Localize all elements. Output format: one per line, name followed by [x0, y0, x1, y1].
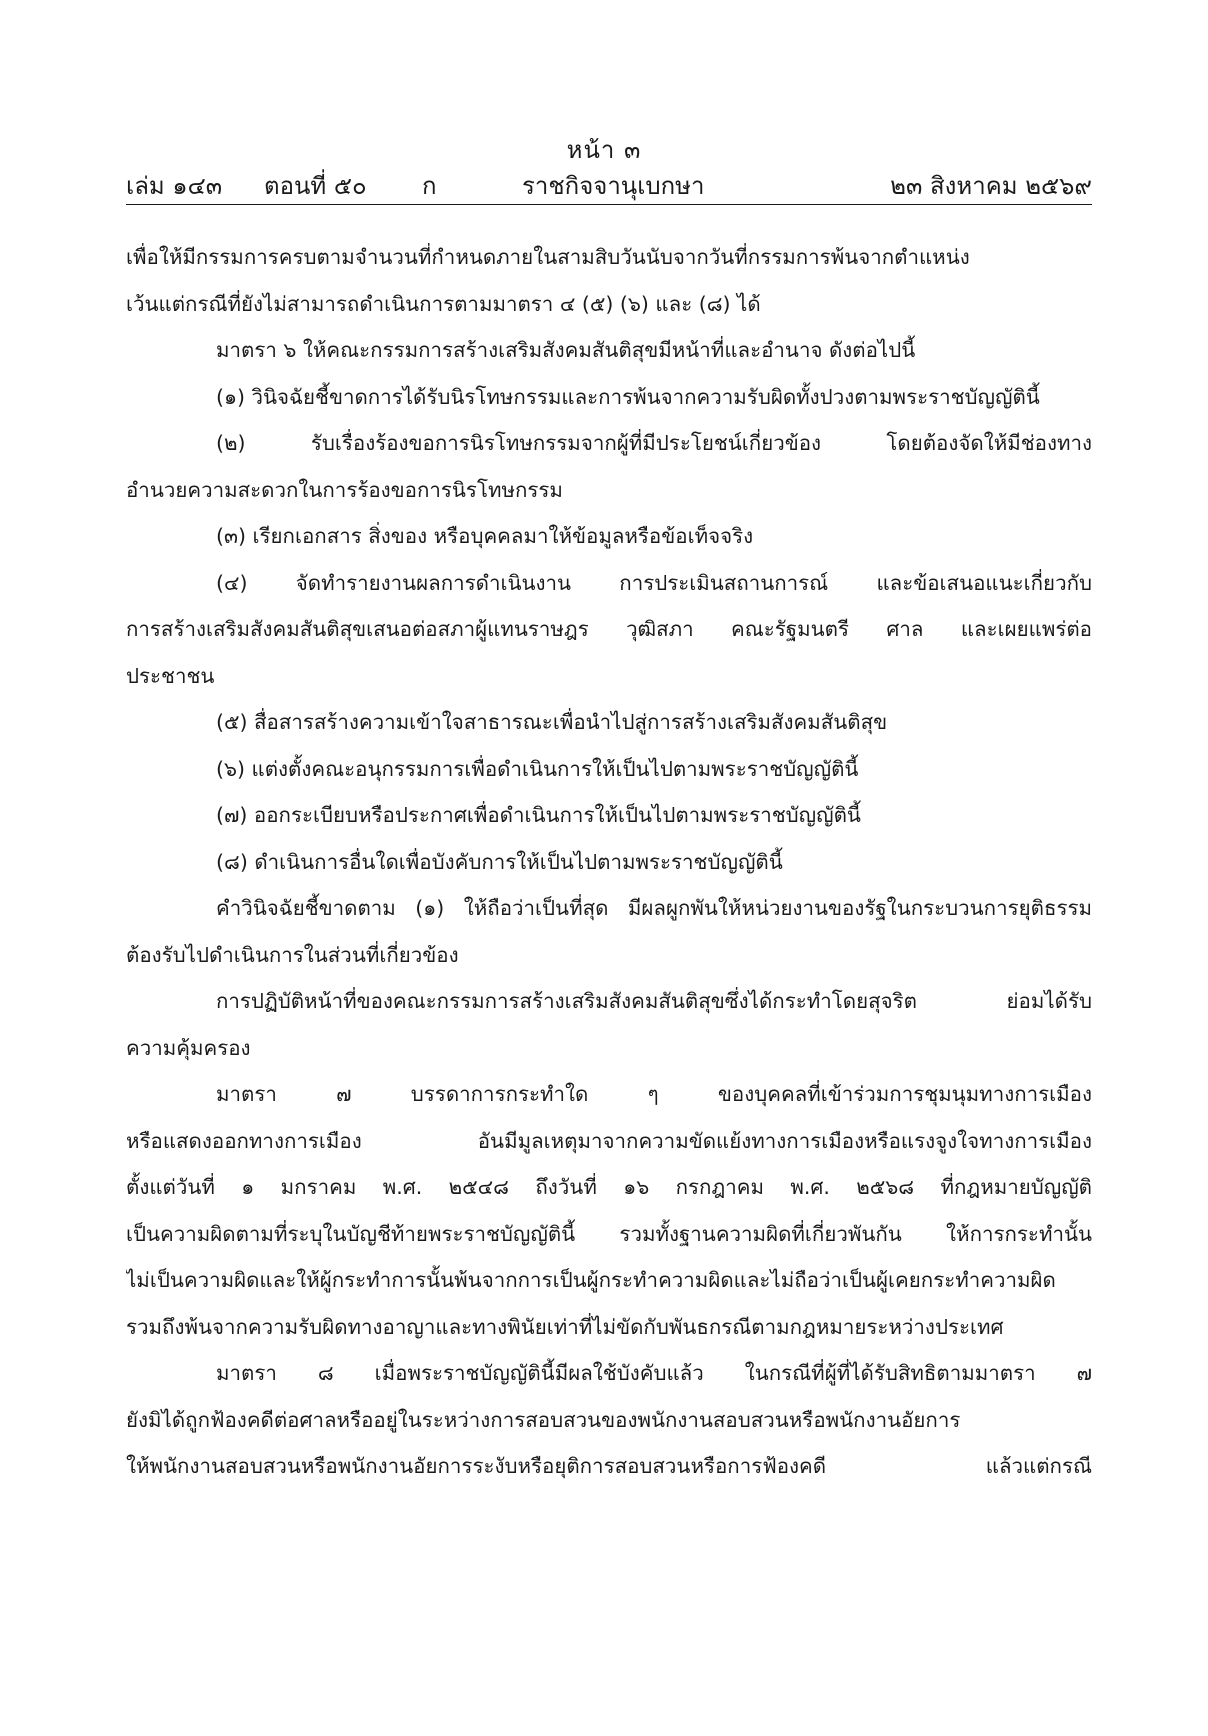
- list-item: (๖) แต่งตั้งคณะอนุกรรมการเพื่อดำเนินการให้เป็นไปตามพระราชบัญญัตินี้: [216, 756, 859, 781]
- text-line: รวมถึงพ้นจากความรับผิดทางอาญาและทางพินัยเท่าที่ไม่ขัดกับพันธกรณีตามกฎหมายระหว่างประเทศ: [126, 1314, 1004, 1339]
- header-divider: [126, 204, 1092, 205]
- list-item: (๓) เรียกเอกสาร สิ่งของ หรือบุคคลมาให้ข้อมูลหรือข้อเท็จจริง: [216, 524, 754, 548]
- list-item: (๒) รับเรื่องร้องขอการนิรโทษกรรมจากผู้ที่มีประโยชน์เกี่ยวข้อง โดยต้องจัดให้มีช่องทาง: [216, 431, 1092, 455]
- text-line: เป็นความผิดตามที่ระบุในบัญชีท้ายพระราชบัญญัตินี้ รวมทั้งฐานความผิดที่เกี่ยวพันกัน ให้การกระทำนั้น: [126, 1221, 1092, 1246]
- text-line: ให้พนักงานสอบสวนหรือพนักงานอัยการระงับหรือยุติการสอบสวนหรือการฟ้องคดี แล้วแต่กรณี: [126, 1454, 1092, 1478]
- text-line: การปฏิบัติหน้าที่ของคณะกรรมการสร้างเสริมสังคมสันติสุขซึ่งได้กระทำโดยสุจริต ย่อมได้รับ: [216, 989, 1092, 1013]
- gazette-name: ราชกิจจานุเบกษา: [522, 172, 705, 200]
- section-7-heading: มาตรา ๗ บรรดาการกระทำใด ๆ ของบุคคลที่เข้าร่วมการชุมนุมทางการเมือง: [216, 1082, 1092, 1106]
- publication-date: ๒๓ สิงหาคม ๒๕๖๙: [890, 172, 1092, 200]
- volume-number: เล่ม ๑๔๓: [126, 172, 223, 200]
- list-item: (๘) ดำเนินการอื่นใดเพื่อบังคับการให้เป็นไปตามพระราชบัญญัตินี้: [216, 849, 783, 874]
- document-body: [126, 234, 1092, 1490]
- text-line: ประชาชน: [126, 663, 215, 688]
- text-line: ยังมิได้ถูกฟ้องคดีต่อศาลหรืออยู่ในระหว่างการสอบสวนของพนักงานสอบสวนหรือพนักงานอัยการ: [126, 1407, 961, 1432]
- section-8-heading: มาตรา ๘ เมื่อพระราชบัญญัตินี้มีผลใช้บังคับแล้ว ในกรณีที่ผู้ที่ได้รับสิทธิตามมาตรา ๗: [216, 1361, 1092, 1385]
- text-line: อำนวยความสะดวกในการร้องขอการนิรโทษกรรม: [126, 477, 563, 502]
- text-line: เว้นแต่กรณีที่ยังไม่สามารถดำเนินการตามมาตรา ๔ (๕) (๖) และ (๘) ได้: [126, 291, 761, 316]
- page-number: หน้า ๓: [566, 136, 642, 164]
- list-item: (๔) จัดทำรายงานผลการดำเนินงาน การประเมินสถานการณ์ และข้อเสนอแนะเกี่ยวกับ: [216, 570, 1092, 595]
- gazette-header: [126, 166, 1092, 200]
- text-line: ไม่เป็นความผิดและให้ผู้กระทำการนั้นพ้นจากการเป็นผู้กระทำความผิดและไม่ถือว่าเป็นผู้เคยกระทำความผิด: [126, 1268, 1056, 1292]
- text-line: การสร้างเสริมสังคมสันติสุขเสนอต่อสภาผู้แทนราษฎร วุฒิสภา คณะรัฐมนตรี ศาล และเผยแพร่ต่อ: [126, 617, 1092, 641]
- text-line: ตั้งแต่วันที่ ๑ มกราคม พ.ศ. ๒๕๔๘ ถึงวันที่ ๑๖ กรกฎาคม พ.ศ. ๒๕๖๘ ที่กฎหมายบัญญัติ: [126, 1175, 1092, 1199]
- text-line: ต้องรับไปดำเนินการในส่วนที่เกี่ยวข้อง: [126, 942, 459, 967]
- section-letter: ก: [422, 172, 437, 200]
- list-item: (๑) วินิจฉัยชี้ขาดการได้รับนิรโทษกรรมและการพ้นจากความรับผิดทั้งปวงตามพระราชบัญญัตินี้: [216, 384, 1040, 409]
- text-line: ความคุ้มครอง: [126, 1035, 251, 1060]
- list-item: (๕) สื่อสารสร้างความเข้าใจสาธารณะเพื่อนำไปสู่การสร้างเสริมสังคมสันติสุข: [216, 710, 888, 734]
- issue-number: ตอนที่ ๕๐: [264, 172, 367, 200]
- text-line: เพื่อให้มีกรรมการครบตามจำนวนที่กำหนดภายในสามสิบวันนับจากวันที่กรรมการพ้นจากตำแหน่ง: [126, 245, 970, 269]
- list-item: (๗) ออกระเบียบหรือประกาศเพื่อดำเนินการให้เป็นไปตามพระราชบัญญัตินี้: [216, 803, 861, 827]
- section-6-heading: มาตรา ๖ ให้คณะกรรมการสร้างเสริมสังคมสันติสุขมีหน้าที่และอำนาจ ดังต่อไปนี้: [216, 338, 916, 362]
- text-line: คำวินิจฉัยชี้ขาดตาม (๑) ให้ถือว่าเป็นที่สุด มีผลผูกพันให้หน่วยงานของรัฐในกระบวนการยุติธรรม: [216, 896, 1092, 920]
- text-line: หรือแสดงออกทางการเมือง อันมีมูลเหตุมาจากความขัดแย้งทางการเมืองหรือแรงจูงใจทางการเมือง: [126, 1128, 1092, 1153]
